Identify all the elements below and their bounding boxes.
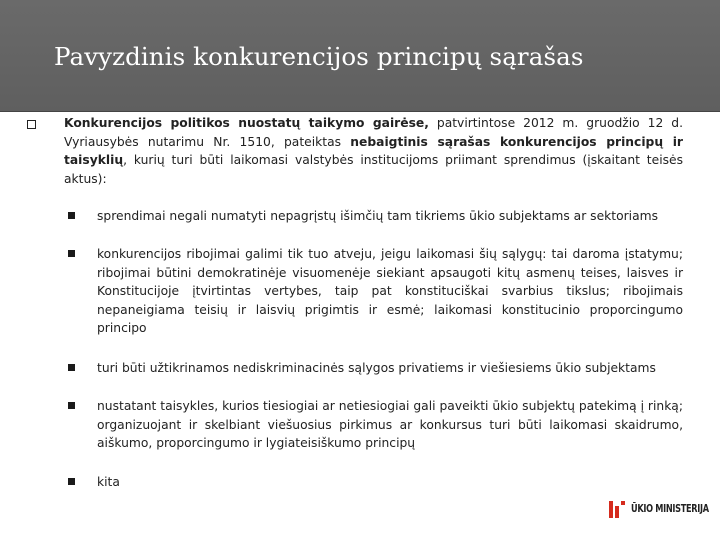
- filled-square-bullet-icon: [68, 402, 75, 409]
- slide-title: Pavyzdinis konkurencijos principų sąrašas: [54, 42, 584, 71]
- ministry-logo-icon: [609, 501, 625, 518]
- list-item: nustatant taisykles, kurios tiesiogiai ar netiesiogiai gali paveikti ūkio subjektų patekimą į rinką; organizuojant ir skelbiant viešuosius pirkimus ar konkursus turi būti laikomasi skaidrumo, aiškumo, proporcingumo ir lygiateisiškumo principų: [97, 399, 683, 451]
- filled-square-bullet-icon: [68, 478, 75, 485]
- list-item: kita: [97, 475, 120, 489]
- title-divider: [0, 111, 720, 112]
- intro-paragraph: [64, 114, 683, 188]
- title-bar: [0, 0, 720, 111]
- intro-text-resolution: patvirtintose 2012 m. gruodžio 12 d. Vyriausybės nutarimu Nr. 1510, pateiktas: [64, 116, 684, 149]
- ministry-logo-text: ŪKIO MINISTERIJA: [631, 503, 709, 515]
- filled-square-bullet-icon: [68, 212, 75, 219]
- square-bullet-icon: [27, 120, 36, 129]
- list-item: konkurencijos ribojimai galimi tik tuo atveju, jeigu laikomasi šių sąlygų: tai daroma įstatymu; ribojimai būtini demokratinėje visuomenėje siekiant apsaugoti kitų asmenų teises, laisves ir Konstitucijoje įtvirtintas vertybes, taip pat konstituciškai svarbius tikslus; ribojimais nepaneigiama teisių ir laisvių prigimtis ir esmė; laikomasi konstitucinio proporcingumo principo: [97, 247, 683, 336]
- filled-square-bullet-icon: [68, 250, 75, 257]
- intro-bold-list: nebaigtinis sąrašas konkurencijos principų ir taisyklių: [64, 134, 683, 168]
- list-item: turi būti užtikrinamos nediskriminacinės sąlygos privatiems ir viešiesiems ūkio subjektams: [97, 361, 656, 375]
- ministry-logo: [609, 499, 709, 519]
- intro-bold-guidelines: Konkurencijos politikos nuostatų taikymo gairėse,: [64, 116, 429, 130]
- intro-text-tail: , kurių turi būti laikomasi valstybės institucijoms priimant sprendimus (įskaitant teisės aktus):: [64, 153, 683, 186]
- list-item: sprendimai negali numatyti nepagrįstų išimčių tam tikriems ūkio subjektams ar sektoriams: [97, 209, 659, 223]
- filled-square-bullet-icon: [68, 364, 75, 371]
